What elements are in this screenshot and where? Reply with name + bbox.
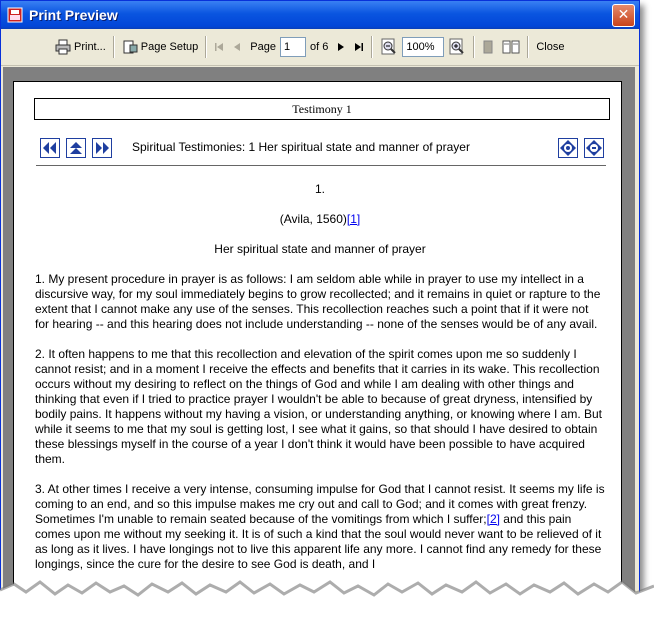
footnote-link-1[interactable]: [1] xyxy=(346,212,361,226)
toolbar-separator xyxy=(113,36,115,58)
previous-page-icon xyxy=(232,42,242,52)
section-heading: Her spiritual state and manner of prayer xyxy=(214,242,426,256)
last-page-icon xyxy=(354,42,364,52)
preview-page xyxy=(13,81,622,602)
toolbar-separator xyxy=(371,36,373,58)
zoom-out-button[interactable] xyxy=(376,36,402,58)
zoom-level-input[interactable] xyxy=(402,37,444,57)
torn-edge-decoration xyxy=(0,570,654,620)
close-label: Close xyxy=(536,41,565,53)
divider-rule xyxy=(36,165,606,166)
nav-first-button[interactable] xyxy=(40,138,60,158)
one-page-icon xyxy=(482,40,494,54)
toolbar-separator xyxy=(527,36,529,58)
nav-p-button[interactable] xyxy=(558,138,578,158)
two-page-view-button[interactable] xyxy=(498,38,524,56)
double-right-arrow-icon xyxy=(93,139,111,157)
print-button[interactable] xyxy=(51,37,110,57)
one-page-view-button[interactable] xyxy=(478,38,498,56)
close-preview-button[interactable] xyxy=(532,39,568,55)
next-page-icon xyxy=(336,42,346,52)
paragraph-1: 1. My present procedure in prayer is as follows: I am seldom able while in prayer to use my intellect in a discursive way, for my soul immediately begins to grow recollected; and it remains in quiet or rapture to the extent that I cannot make any use of the senses. This recollection reaches such a point that if it were not for hearing -- and this hearing does not include understanding -- none of the senses would be of any avail. xyxy=(35,272,601,331)
previous-page-button[interactable] xyxy=(228,40,246,54)
s-diamond-icon xyxy=(585,139,603,157)
document-nav-row xyxy=(40,138,602,158)
zoom-out-icon xyxy=(380,38,398,56)
page-setup-label: Page Setup xyxy=(140,41,199,53)
page-number-input[interactable] xyxy=(280,37,306,57)
printer-icon xyxy=(55,39,71,55)
next-page-button[interactable] xyxy=(332,40,350,54)
testimony-number: 1. xyxy=(314,182,325,196)
up-arrow-icon xyxy=(67,139,85,157)
document-nav-title: Spiritual Testimonies: 1 Her spiritual state and manner of prayer xyxy=(132,140,470,154)
print-label: Print... xyxy=(74,41,106,53)
date-line xyxy=(35,212,605,227)
last-page-button[interactable] xyxy=(350,40,368,54)
paragraph-3 xyxy=(35,482,605,572)
double-left-arrow-icon xyxy=(41,139,59,157)
page-setup-button[interactable] xyxy=(118,37,203,57)
toolbar xyxy=(1,29,639,66)
page-count-label: of 6 xyxy=(310,41,329,53)
page-content xyxy=(35,182,605,587)
paragraph-2: 2. It often happens to me that this recollection and elevation of the spirit comes upon me so suddenly I cannot resist; and in a moment I receive the effects and benefits that it carries in its wake. This recollection occurs without my desiring to reflect on the things of God and while I am dealing with other things and thinking that even if I tried to practice prayer I wouldn't be able to because of great dryness, intensified by bodily pains. It happens without my having a vision, or understanding anything, or knowing where I am. But while it seems to me that my soul is getting lost, I see what it gains, so that should I have desired to obtain these blessings myself in the course of a year I don't think it would have been possible to have acquired them. xyxy=(35,347,602,466)
footnote-link-2[interactable]: [2] xyxy=(486,512,500,526)
toolbar-separator xyxy=(205,36,207,58)
zoom-in-button[interactable] xyxy=(444,36,470,58)
title-bar[interactable] xyxy=(1,1,639,29)
first-page-icon xyxy=(214,42,224,52)
page-setup-icon xyxy=(122,39,138,55)
preview-area[interactable] xyxy=(3,67,635,599)
nav-next-button[interactable] xyxy=(92,138,112,158)
nav-s-button[interactable] xyxy=(584,138,604,158)
window-title: Print Preview xyxy=(29,7,118,23)
paragraph-3-start: 3. At other times I receive a very intense, consuming impulse for God that I cannot resist. It seems my life is coming to an end, and so this impulse makes me cry out and call to God; and it comes with great frenzy. Sometimes I'm unable to remain seated because of the vomitings from which I suffer; xyxy=(35,482,605,526)
two-page-icon xyxy=(502,40,520,54)
first-page-button[interactable] xyxy=(210,40,228,54)
p-diamond-icon xyxy=(559,139,577,157)
paragraph-3-end: and this pain comes upon me without my seeking it. It is of such a kind that the soul would never want to be relieved of it as long as it lives. I have longings not to live this apparent life any more. I cannot find any remedy for these longings, since the cure for the desire to see God is death, and I xyxy=(35,512,602,571)
page-label: Page xyxy=(250,41,276,53)
window-close-button[interactable]: ✕ xyxy=(612,4,635,27)
page-header: Testimony 1 xyxy=(34,98,610,120)
zoom-in-icon xyxy=(448,38,466,56)
print-preview-app-icon xyxy=(7,7,23,23)
nav-up-button[interactable] xyxy=(66,138,86,158)
toolbar-separator xyxy=(473,36,475,58)
date-text: (Avila, 1560) xyxy=(279,212,347,226)
